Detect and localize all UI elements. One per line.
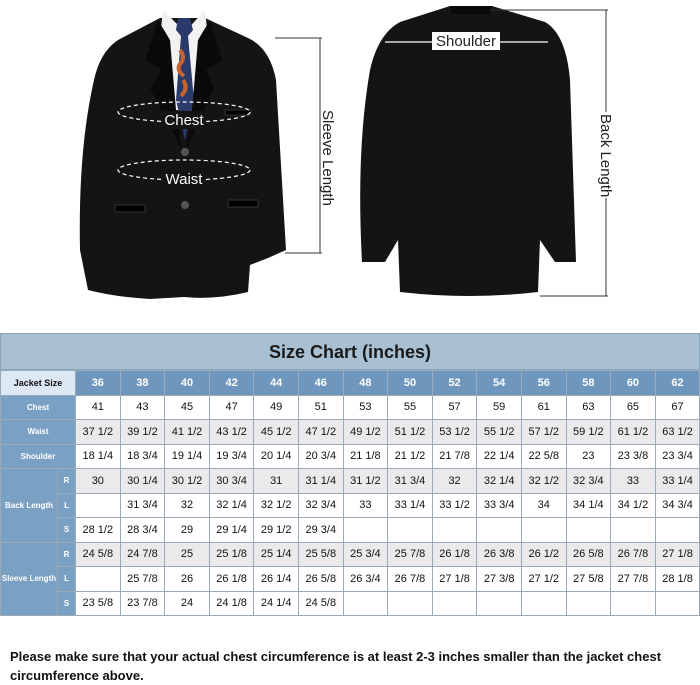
waist-cell: 43 1/2 xyxy=(209,420,254,445)
sleeve-length-cell xyxy=(76,567,121,592)
sleeve-length-label: Sleeve Length xyxy=(319,110,336,206)
sleeve-length-cell: 23 7/8 xyxy=(120,591,165,616)
back-length-cell xyxy=(655,518,700,543)
shoulder-cell: 20 1/4 xyxy=(254,444,299,469)
back-length-cell: 33 1/4 xyxy=(655,469,700,494)
back-length-cell xyxy=(477,518,522,543)
chest-cell: 49 xyxy=(254,395,299,420)
sleeve-length-cell: 26 5/8 xyxy=(298,567,343,592)
back-length-cell: 34 1/4 xyxy=(566,493,611,518)
sleeve-length-cell xyxy=(343,591,388,616)
waist-cell: 47 1/2 xyxy=(298,420,343,445)
sleeve-length-cell: 24 1/8 xyxy=(209,591,254,616)
size-header-row xyxy=(1,371,700,396)
chest-cell: 57 xyxy=(432,395,477,420)
sleeve-length-cell: 26 3/4 xyxy=(343,567,388,592)
sleeve-length-cell: 27 1/8 xyxy=(655,542,700,567)
size-header-cell: 56 xyxy=(521,371,566,396)
size-chart xyxy=(0,333,700,616)
waist-row-label: Waist xyxy=(1,420,76,445)
back-length-cell: 34 xyxy=(521,493,566,518)
shoulder-cell: 18 1/4 xyxy=(76,444,121,469)
sleeve-length-cell: 24 5/8 xyxy=(76,542,121,567)
chest-cell: 61 xyxy=(521,395,566,420)
size-header-cell: 62 xyxy=(655,371,700,396)
waist-cell: 59 1/2 xyxy=(566,420,611,445)
shoulder-cell: 23 3/4 xyxy=(655,444,700,469)
shoulder-cell: 23 xyxy=(566,444,611,469)
back-length-cell: 29 3/4 xyxy=(298,518,343,543)
size-header-cell: 58 xyxy=(566,371,611,396)
sleeve-length-cell xyxy=(521,591,566,616)
sleeve-length-cell xyxy=(655,591,700,616)
sleeve-length-cell: 26 1/8 xyxy=(432,542,477,567)
chest-cell: 63 xyxy=(566,395,611,420)
back-length-cell: 29 xyxy=(165,518,210,543)
back-length-cell: 33 1/2 xyxy=(432,493,477,518)
sleeve-length-cell: 26 1/4 xyxy=(254,567,299,592)
sleeve-length-cell xyxy=(477,591,522,616)
sleeve-length-cell: 25 5/8 xyxy=(298,542,343,567)
back-length-cell: 31 1/2 xyxy=(343,469,388,494)
sleeve-length-row-r xyxy=(1,542,700,567)
sleeve-length-cell: 24 7/8 xyxy=(120,542,165,567)
shoulder-cell: 22 5/8 xyxy=(521,444,566,469)
back-length-cell xyxy=(521,518,566,543)
sleeve-length-cell: 27 1/2 xyxy=(521,567,566,592)
back-length-cell xyxy=(388,518,433,543)
back-length-cell: 32 3/4 xyxy=(566,469,611,494)
size-chart-title: Size Chart (inches) xyxy=(0,333,700,370)
sleeve-length-cell: 26 xyxy=(165,567,210,592)
waist-cell: 61 1/2 xyxy=(611,420,656,445)
sleeve-length-cell: 26 7/8 xyxy=(611,542,656,567)
sleeve-length-cell xyxy=(432,591,477,616)
back-length-cell: 34 1/2 xyxy=(611,493,656,518)
back-length-cell: 30 1/4 xyxy=(120,469,165,494)
sleeve-length-cell: 25 7/8 xyxy=(388,542,433,567)
chest-cell: 51 xyxy=(298,395,343,420)
sleeve-length-cell: 24 5/8 xyxy=(298,591,343,616)
waist-row xyxy=(1,420,700,445)
sleeve-length-cell xyxy=(388,591,433,616)
size-header-cell: 40 xyxy=(165,371,210,396)
back-length-cell: 30 1/2 xyxy=(165,469,210,494)
sleeve-length-row-l xyxy=(1,567,700,592)
back-length-cell: 32 xyxy=(432,469,477,494)
sleeve-length-cell: 26 7/8 xyxy=(388,567,433,592)
sleeve-length-cell: 27 1/8 xyxy=(432,567,477,592)
back-length-row-s xyxy=(1,518,700,543)
shoulder-cell: 19 3/4 xyxy=(209,444,254,469)
chest-cell: 65 xyxy=(611,395,656,420)
back-length-cell xyxy=(566,518,611,543)
chest-row-label: Chest xyxy=(1,395,76,420)
shoulder-cell: 21 1/2 xyxy=(388,444,433,469)
sleeve-length-cell: 26 3/8 xyxy=(477,542,522,567)
size-header-cell: 42 xyxy=(209,371,254,396)
shoulder-cell: 19 1/4 xyxy=(165,444,210,469)
back-length-cell: 33 xyxy=(611,469,656,494)
chest-cell: 55 xyxy=(388,395,433,420)
sleeve-length-fit-label: L xyxy=(58,567,76,592)
sleeve-length-row-label: Sleeve Length xyxy=(1,542,58,616)
sleeve-length-cell: 24 1/4 xyxy=(254,591,299,616)
back-length-cell: 32 1/2 xyxy=(254,493,299,518)
back-length-cell: 32 1/2 xyxy=(521,469,566,494)
chest-row xyxy=(1,395,700,420)
waist-cell: 51 1/2 xyxy=(388,420,433,445)
sleeve-length-fit-label: S xyxy=(58,591,76,616)
back-length-cell: 29 1/4 xyxy=(209,518,254,543)
waist-cell: 57 1/2 xyxy=(521,420,566,445)
size-chart-table xyxy=(0,370,700,616)
waist-cell: 49 1/2 xyxy=(343,420,388,445)
sleeve-length-cell: 25 xyxy=(165,542,210,567)
jacket-figures xyxy=(0,0,700,330)
sleeve-length-cell: 24 xyxy=(165,591,210,616)
sizing-note: Please make sure that your actual chest circumference is at least 2-3 inches smaller than the jacket chest circumference above. xyxy=(10,649,662,683)
back-length-cell: 31 3/4 xyxy=(388,469,433,494)
back-length-fit-label: S xyxy=(58,518,76,543)
size-header-cell: 60 xyxy=(611,371,656,396)
chest-cell: 67 xyxy=(655,395,700,420)
waist-cell: 63 1/2 xyxy=(655,420,700,445)
shoulder-cell: 21 1/8 xyxy=(343,444,388,469)
sleeve-length-cell: 25 3/4 xyxy=(343,542,388,567)
sleeve-length-cell: 25 1/4 xyxy=(254,542,299,567)
shoulder-row xyxy=(1,444,700,469)
waist-cell: 45 1/2 xyxy=(254,420,299,445)
back-length-cell xyxy=(76,493,121,518)
sleeve-length-cell xyxy=(566,591,611,616)
back-length-cell: 32 xyxy=(165,493,210,518)
sleeve-length-cell: 27 7/8 xyxy=(611,567,656,592)
chest-cell: 53 xyxy=(343,395,388,420)
waist-cell: 37 1/2 xyxy=(76,420,121,445)
back-length-cell: 32 3/4 xyxy=(298,493,343,518)
size-header-cell: 44 xyxy=(254,371,299,396)
waist-cell: 55 1/2 xyxy=(477,420,522,445)
back-length-row-label: Back Length xyxy=(1,469,58,543)
back-length-cell: 28 1/2 xyxy=(76,518,121,543)
sleeve-length-cell: 26 1/2 xyxy=(521,542,566,567)
back-length-cell xyxy=(432,518,477,543)
back-length-fit-label: R xyxy=(58,469,76,494)
back-length-cell: 31 1/4 xyxy=(298,469,343,494)
jacket-illustration xyxy=(0,0,700,330)
shoulder-cell: 20 3/4 xyxy=(298,444,343,469)
back-length-cell: 33 3/4 xyxy=(477,493,522,518)
chest-label: Chest xyxy=(164,112,204,129)
sleeve-length-cell: 26 5/8 xyxy=(566,542,611,567)
back-jacket-image xyxy=(360,6,614,296)
shoulder-row-label: Shoulder xyxy=(1,444,76,469)
sleeve-length-fit-label: R xyxy=(58,542,76,567)
sleeve-length-cell: 25 1/8 xyxy=(209,542,254,567)
chest-cell: 43 xyxy=(120,395,165,420)
size-header-cell: 54 xyxy=(477,371,522,396)
chest-cell: 59 xyxy=(477,395,522,420)
back-length-row-l xyxy=(1,493,700,518)
sleeve-length-cell: 26 1/8 xyxy=(209,567,254,592)
back-length-cell: 28 3/4 xyxy=(120,518,165,543)
sleeve-length-cell: 27 3/8 xyxy=(477,567,522,592)
back-length-cell: 34 3/4 xyxy=(655,493,700,518)
jacket-size-header: Jacket Size xyxy=(1,371,76,396)
front-jacket-image xyxy=(80,10,336,299)
shoulder-cell: 18 3/4 xyxy=(120,444,165,469)
back-length-cell xyxy=(611,518,656,543)
size-header-cell: 46 xyxy=(298,371,343,396)
shoulder-label: Shoulder xyxy=(435,33,497,50)
size-header-cell: 36 xyxy=(76,371,121,396)
sleeve-length-row-s xyxy=(1,591,700,616)
chest-cell: 45 xyxy=(165,395,210,420)
back-length-fit-label: L xyxy=(58,493,76,518)
back-length-label: Back Length xyxy=(597,114,614,198)
shoulder-cell: 22 1/4 xyxy=(477,444,522,469)
sleeve-length-cell: 27 5/8 xyxy=(566,567,611,592)
back-length-cell: 30 3/4 xyxy=(209,469,254,494)
sleeve-length-cell: 23 5/8 xyxy=(76,591,121,616)
waist-cell: 41 1/2 xyxy=(165,420,210,445)
size-header-cell: 50 xyxy=(388,371,433,396)
back-length-cell: 29 1/2 xyxy=(254,518,299,543)
size-header-cell: 52 xyxy=(432,371,477,396)
sleeve-length-cell: 28 1/8 xyxy=(655,567,700,592)
size-header-cell: 48 xyxy=(343,371,388,396)
sleeve-length-cell: 25 7/8 xyxy=(120,567,165,592)
chest-cell: 41 xyxy=(76,395,121,420)
back-length-cell: 31 3/4 xyxy=(120,493,165,518)
back-length-cell: 32 1/4 xyxy=(209,493,254,518)
waist-cell: 39 1/2 xyxy=(120,420,165,445)
back-length-cell xyxy=(343,518,388,543)
back-length-cell: 33 1/4 xyxy=(388,493,433,518)
back-length-cell: 32 1/4 xyxy=(477,469,522,494)
waist-cell: 53 1/2 xyxy=(432,420,477,445)
back-length-row-r xyxy=(1,469,700,494)
chest-cell: 47 xyxy=(209,395,254,420)
back-length-cell: 30 xyxy=(76,469,121,494)
shoulder-cell: 21 7/8 xyxy=(432,444,477,469)
shoulder-cell: 23 3/8 xyxy=(611,444,656,469)
sleeve-length-cell xyxy=(611,591,656,616)
size-header-cell: 38 xyxy=(120,371,165,396)
back-length-cell: 33 xyxy=(343,493,388,518)
back-length-cell: 31 xyxy=(254,469,299,494)
waist-label: Waist xyxy=(165,171,203,188)
